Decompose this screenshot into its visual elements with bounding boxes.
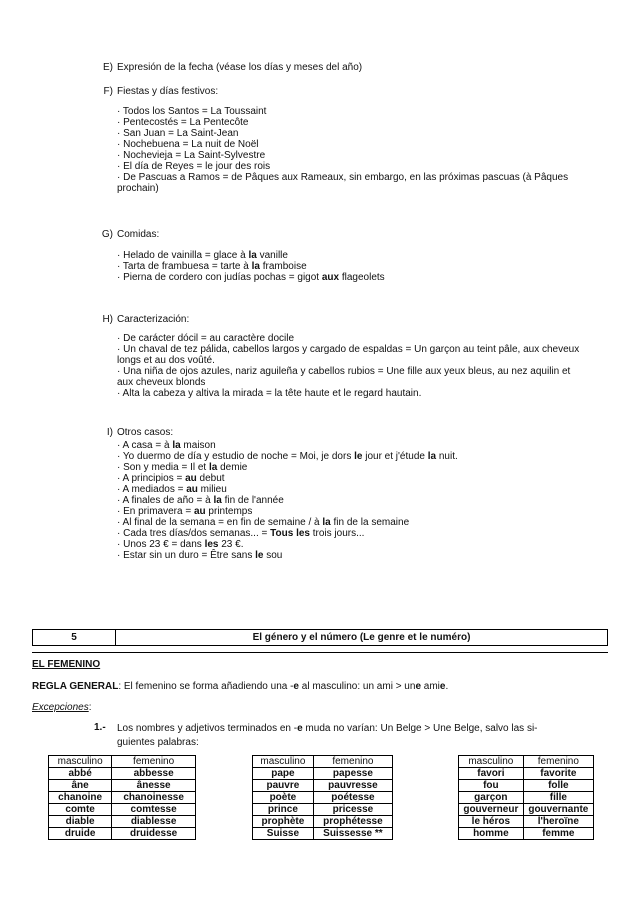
table-header-cell: femenino (112, 756, 196, 768)
list-item: · Nochevieja = La Saint-Sylvestre (117, 150, 266, 161)
list-item-text: flageolets (339, 272, 385, 283)
table-cell: pricesse (313, 804, 392, 816)
list-item-bold: la (322, 517, 331, 528)
table-cell: abbesse (112, 768, 196, 780)
table-row (253, 780, 393, 792)
list-item-text: jour et j'étude (362, 451, 428, 462)
list-item: · Alta la cabeza y altiva la mirada = la tête haute et le regard hautain. (117, 388, 422, 399)
section-letter-e: E) (103, 62, 113, 73)
table-cell: druide (49, 828, 112, 840)
table-cell: papesse (313, 768, 392, 780)
list-item (117, 506, 587, 517)
table-cell: diablesse (112, 816, 196, 828)
list-item-text: vanille (256, 250, 288, 261)
table-row (253, 816, 393, 828)
point-text-3: muda no varían: Un Belge > Une Belge, salvo las si- (302, 723, 538, 734)
list-item-text: 23 €. (218, 539, 244, 550)
list-item-text: · Pierna de cordero con judías pochas = gigot (117, 272, 322, 283)
section-title-e: Expresión de la fecha (véase los días y meses del año) (117, 62, 363, 73)
table-cell: favori (459, 768, 524, 780)
list-item (117, 250, 587, 261)
table-row (459, 816, 594, 828)
list-item-text: · Estar sin un duro = Être sans (117, 550, 256, 561)
table-header-cell: femenino (523, 756, 593, 768)
list-item (117, 539, 587, 550)
list-item-text: fin de l'année (221, 495, 284, 506)
section-items-i (117, 440, 587, 561)
table-cell: âne (49, 780, 112, 792)
list-item-bold: au (185, 473, 197, 484)
section-title-i: Otros casos: (117, 427, 174, 438)
section-letter-h: H) (102, 314, 113, 325)
table-row (49, 804, 196, 816)
table-row (459, 780, 594, 792)
list-item (117, 495, 587, 506)
table-row (49, 816, 196, 828)
list-item: · El día de Reyes = le jour des rois (117, 161, 271, 172)
list-item-text: · Son y media = Il et (117, 462, 209, 473)
table-cell: fou (459, 780, 524, 792)
list-item-bold: la (172, 440, 181, 451)
list-item-bold: aux (321, 272, 340, 283)
table-cell: gouverneur (459, 804, 524, 816)
list-item (117, 451, 587, 462)
exceptions-label-text: Excepciones (32, 702, 89, 713)
table-header-cell: masculino (459, 756, 524, 768)
list-item-text: nuit. (436, 451, 458, 462)
exceptions-label (32, 702, 91, 713)
list-item-bold: les (204, 539, 219, 550)
table-cell: poétesse (313, 792, 392, 804)
rule-text-7: . (445, 681, 449, 692)
list-item-text: · Cada tres días/dos semanas... = (117, 528, 271, 539)
list-item-bold: au (193, 506, 206, 517)
table-cell: prophétesse (313, 816, 392, 828)
table-cell: chanoine (49, 792, 112, 804)
table-row (49, 828, 196, 840)
table-row (253, 792, 393, 804)
list-item: · De carácter dócil = au caractère docile (117, 333, 295, 344)
table-row (49, 780, 196, 792)
table-row (459, 804, 594, 816)
table-cell: folle (523, 780, 593, 792)
list-item-text: trois jours... (309, 528, 365, 539)
table-cell: l'heroïne (523, 816, 593, 828)
section-title-f: Fiestas y días festivos: (117, 86, 219, 97)
table-cell: garçon (459, 792, 524, 804)
list-item: · Nochebuena = La nuit de Noël (117, 139, 259, 150)
rule-text-3: al masculino: un ami > un (298, 681, 416, 692)
table-cell: favorite (523, 768, 593, 780)
list-item-text: · A mediados = (117, 484, 187, 495)
chapter-number: 5 (33, 630, 116, 645)
table-header-row (253, 756, 393, 768)
list-item-text: · Yo duermo de día y estudio de noche = Moi, je dors (117, 451, 355, 462)
point-text-1: Los nombres y adjetivos terminados en - (117, 723, 298, 734)
section-letter-f: F) (103, 86, 113, 97)
table-row (253, 828, 393, 840)
list-item-text: · A finales de año = à (117, 495, 214, 506)
table-header-row (49, 756, 196, 768)
list-item: · Todos los Santos = La Toussaint (117, 106, 267, 117)
table-cell: prophète (253, 816, 314, 828)
table-cell: gouvernante (523, 804, 593, 816)
list-item-bold: le (354, 451, 363, 462)
section-items-f (117, 106, 587, 194)
table-row (49, 792, 196, 804)
list-item-bold: le (255, 550, 264, 561)
list-item-bold: au (186, 484, 198, 495)
list-item-text: · Al final de la semana = en fin de semaine / à (117, 517, 323, 528)
table-row (459, 828, 594, 840)
list-item-bold: la (427, 451, 437, 462)
list-item: · Un chaval de tez pálida, cabellos largos y cargado de espaldas = Un garçon au teint pâle, aux cheveux longs et au dos voûté. (117, 344, 580, 366)
table-cell: femme (523, 828, 593, 840)
list-item-text: milieu (197, 484, 227, 495)
list-item-bold: la (251, 261, 260, 272)
list-item (117, 517, 587, 528)
table-row (253, 768, 393, 780)
list-item-text: framboise (259, 261, 307, 272)
table-header-cell: masculino (253, 756, 314, 768)
list-item (117, 261, 587, 272)
table-header-cell: femenino (313, 756, 392, 768)
list-item-text: sou (263, 550, 283, 561)
list-item-bold: Tous les (270, 528, 310, 539)
general-rule (32, 681, 448, 692)
chapter-title: El género y el número (Le genre et le numéro) (252, 632, 471, 643)
table-cell: homme (459, 828, 524, 840)
table-header-row (459, 756, 594, 768)
table-cell: prince (253, 804, 314, 816)
list-item-text: · A principios = (117, 473, 186, 484)
list-item-text: demie (217, 462, 248, 473)
list-item (117, 272, 587, 283)
table-cell: comte (49, 804, 112, 816)
table-row (253, 804, 393, 816)
exceptions-colon: : (88, 702, 92, 713)
list-item (117, 528, 587, 539)
chapter-bar (32, 629, 608, 646)
list-item (117, 473, 587, 484)
point-text (117, 722, 597, 750)
table-row (459, 792, 594, 804)
table-cell: comtesse (112, 804, 196, 816)
list-item (117, 484, 587, 495)
rule-label: REGLA GENERAL (32, 681, 119, 692)
list-item-text: · En primavera = (117, 506, 194, 517)
exceptions-table-2 (252, 755, 393, 840)
list-item-text: · A casa = à (117, 440, 173, 451)
table-cell: Suisse (253, 828, 314, 840)
table-header-cell: masculino (49, 756, 112, 768)
rule-text-6: e (439, 681, 446, 692)
table-cell: abbé (49, 768, 112, 780)
rule-text-2: e (293, 681, 299, 692)
list-item: · De Pascuas a Ramos = de Pâques aux Rameaux, sin embargo, en las próximas pascuas (à Pâques prochain) (117, 172, 569, 194)
list-item-text: maison (180, 440, 216, 451)
table-cell: ânesse (112, 780, 196, 792)
list-item (117, 440, 587, 451)
table-cell: chanoinesse (112, 792, 196, 804)
list-item-bold: la (213, 495, 222, 506)
table-cell: druidesse (112, 828, 196, 840)
rule-text-1: : El femenino se forma añadiendo una - (118, 681, 294, 692)
section-title-g: Comidas: (117, 229, 160, 240)
list-item-text: debut (196, 473, 225, 484)
table-row (459, 768, 594, 780)
divider (32, 652, 608, 653)
table-cell: diable (49, 816, 112, 828)
list-item-bold: la (248, 250, 257, 261)
section-items-g (117, 250, 587, 283)
table-row (49, 768, 196, 780)
table-cell: pape (253, 768, 314, 780)
section-items-h (117, 333, 587, 399)
list-item (117, 550, 587, 561)
table-cell: le héros (459, 816, 524, 828)
table-cell: fille (523, 792, 593, 804)
rule-text-4: e (415, 681, 421, 692)
point-text-2: e (297, 723, 303, 734)
exceptions-table-3 (458, 755, 594, 840)
section-title-h: Caracterización: (117, 314, 190, 325)
table-cell: pauvresse (313, 780, 392, 792)
section-letter-i: I) (106, 427, 113, 438)
feminine-heading: EL FEMENINO (32, 659, 101, 670)
table-cell: pauvre (253, 780, 314, 792)
list-item-text: · Unos 23 € = dans (117, 539, 205, 550)
list-item: · San Juan = La Saint-Jean (117, 128, 239, 139)
point-number: 1.- (94, 722, 106, 733)
list-item-text: · Helado de vainilla = glace à (117, 250, 249, 261)
list-item (117, 462, 587, 473)
list-item: · Una niña de ojos azules, nariz aguileña y cabellos rubios = Une fille aux yeux bleus, au nez aquilin et aux cheveux blonds (117, 366, 571, 388)
table-cell: poète (253, 792, 314, 804)
list-item-text: printemps (205, 506, 253, 517)
table-cell: Suissesse ** (313, 828, 392, 840)
list-item-bold: la (209, 462, 218, 473)
exceptions-table-1 (48, 755, 196, 840)
point-text-4: guientes palabras: (117, 737, 199, 748)
list-item-text: fin de la semaine (330, 517, 410, 528)
rule-text-5: ami (421, 681, 440, 692)
section-letter-g: G) (101, 229, 113, 240)
list-item-text: · Tarta de frambuesa = tarte à (117, 261, 252, 272)
list-item: · Pentecostés = La Pentecôte (117, 117, 249, 128)
